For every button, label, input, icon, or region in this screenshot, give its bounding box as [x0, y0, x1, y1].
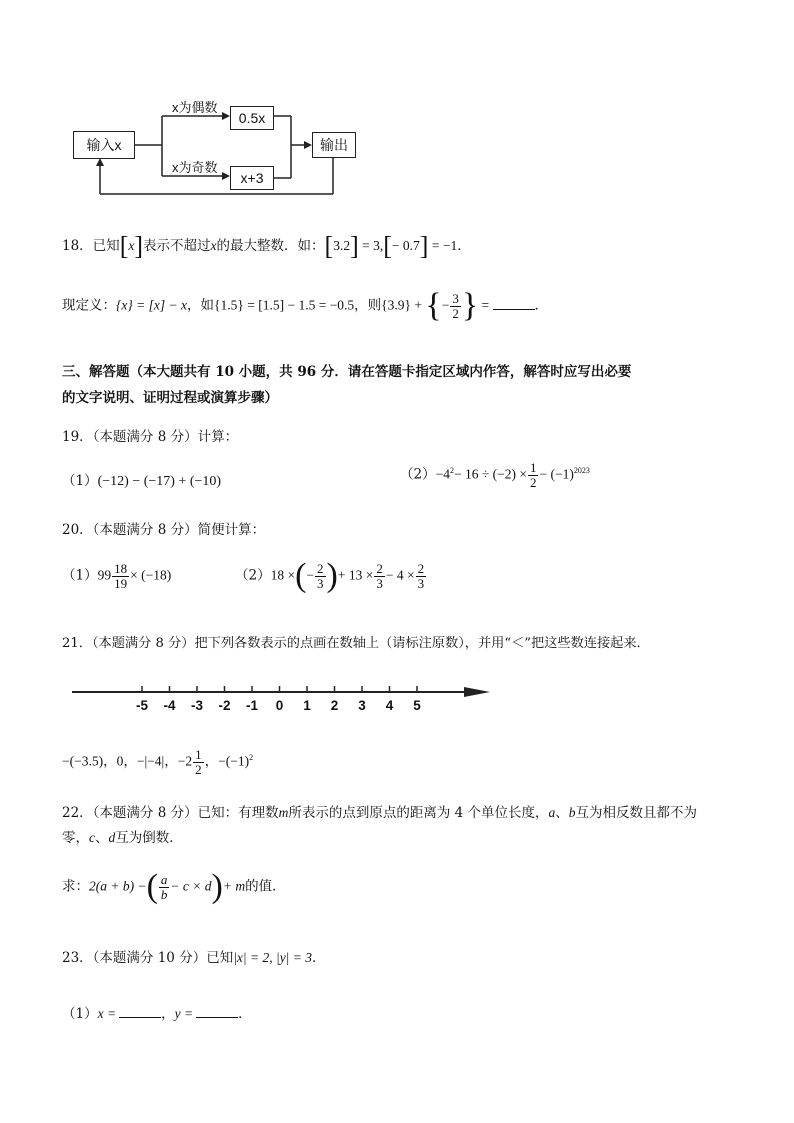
q21-title: 21．（本题满分 8 分）把下列各数表示的点画在数轴上（请标注原数），并用“＜”把这些数连接起来．	[62, 636, 650, 651]
q22-ask: 求：2(a + b) −( $\frac{a}{b}$ − c × d)+ m的值．	[62, 868, 286, 906]
q21-mixed-fraction: $\frac{1}{2}$	[195, 747, 202, 777]
q20-part1: （1）99 $\frac{18}{19}$ × (−18)	[62, 561, 172, 591]
flow-even-op: 0.5x	[238, 110, 266, 126]
q23-part1: （1）x = ，y = ．	[62, 1006, 252, 1022]
flow-input-label: 输入x	[86, 137, 122, 153]
number-line-label: -3	[190, 698, 203, 713]
number-line	[60, 680, 500, 720]
section3-heading-1: 三、解答题（本大题共有 10 小题，共 96 分．请在答题卡指定区域内作答，解答时应写出必要	[62, 364, 632, 380]
number-line-label: 2	[330, 698, 339, 713]
q20-part2: （2）18 ×(− $\frac{2}{3}$ )+ 13 × $\frac{2}{3}$ − 4 × $\frac{2}{3}$	[235, 557, 425, 595]
number-line-label: -1	[245, 698, 258, 713]
q18-fraction: $\frac{3}{2}$	[452, 291, 459, 321]
q18-line1: 18．已知[x]表示不超过x的最大整数．如：[3.2] = 3,[− 0.7] = −1．	[62, 231, 471, 261]
q22-fraction: $\frac{a}{b}$	[160, 872, 168, 902]
flow-input-box	[73, 131, 135, 159]
q20-title: 20．（本题满分 8 分）简便计算：	[62, 522, 266, 538]
number-line-label: -4	[163, 698, 176, 713]
q19-part2: $(2)-4^2- 16 \div (-2)$ × $\frac{1}{2}$ − $(-1)^{2023}$	[400, 460, 590, 490]
flow-odd-box	[230, 166, 274, 190]
flow-output-label: 输出	[320, 137, 348, 153]
flowchart	[0, 0, 794, 210]
q18-line2: 现定义：{x} = [x] − x，如{1.5} = [1.5] − 1.5 = −0.5，则{3.9} + {− $\frac{3}{2}$ } = ．	[62, 287, 549, 325]
q20-fraction-1: $\frac{2}{3}$	[317, 561, 324, 591]
flow-odd-op: x+3	[240, 170, 264, 186]
number-line-label: -5	[135, 698, 148, 713]
q18-answer-blank[interactable]	[493, 308, 535, 310]
q20-fraction-3: $\frac{2}{3}$	[417, 561, 425, 591]
number-line-label: 3	[358, 698, 366, 713]
section3-heading-2: 的文字说明、证明过程或演算步骤）	[62, 390, 278, 406]
q19-title: 19．（本题满分 8 分）计算：	[62, 429, 239, 445]
q19-fraction: $\frac{1}{2}$	[529, 460, 537, 490]
flow-even-box	[230, 106, 274, 130]
q21-numbers: −(−3.5)，0，−|−4|，−2 $\frac{1}{2}$ ，$-(-1)^2$	[62, 747, 254, 777]
number-line-label: 5	[413, 698, 421, 713]
number-line-label: -2	[218, 698, 231, 713]
q20-fraction-2: $\frac{2}{3}$	[376, 561, 383, 591]
q23-title: 23．（本题满分 10 分）已知|x| = 2, |y| = 3．	[62, 950, 326, 966]
q22-line2: 零，c、d互为倒数．	[62, 830, 183, 846]
flow-odd-label: x为奇数	[172, 160, 218, 175]
flowchart-connectors	[0, 0, 794, 210]
flow-output-box	[312, 132, 356, 158]
q20-mixed-fraction: $\frac{18}{19}$	[114, 561, 128, 591]
q19-part1: （1）(−12) − (−17) + (−10)	[62, 473, 222, 489]
number-line-label: 0	[275, 698, 284, 713]
q23-x-blank[interactable]	[119, 1016, 161, 1018]
flow-even-label: x为偶数	[172, 100, 218, 115]
number-line-label: 1	[303, 698, 311, 713]
q23-y-blank[interactable]	[196, 1016, 238, 1018]
number-line-label: 4	[385, 698, 394, 713]
q22-line1: 22．（本题满分 8 分）已知：有理数m所表示的点到原点的距离为 4 个单位长度，a、b互为相反数且都不为	[62, 805, 698, 821]
